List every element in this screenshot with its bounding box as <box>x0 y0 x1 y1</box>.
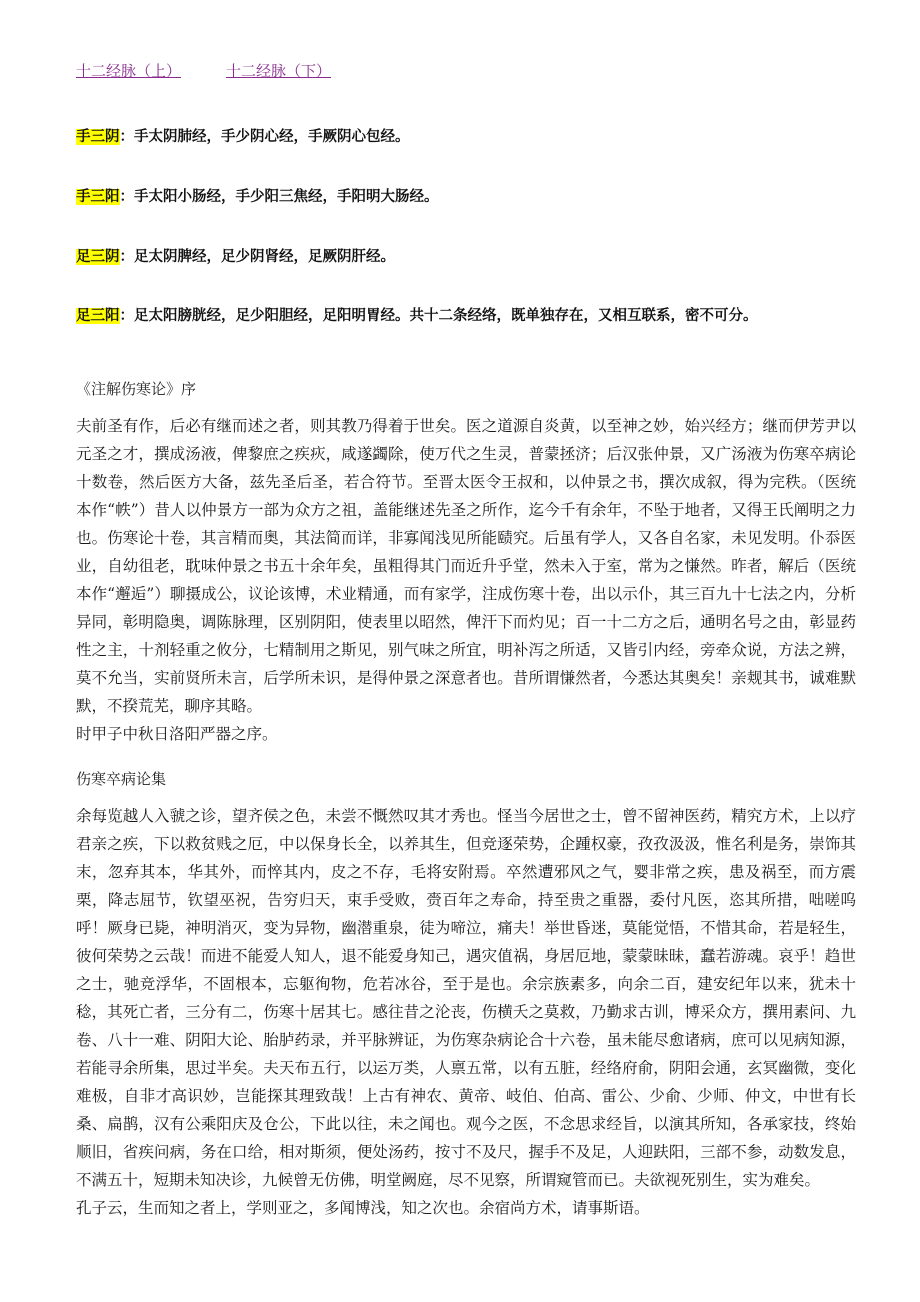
preface-paragraph: 夫前圣有作，后必有继而述之者，则其教乃得着于世矣。医之道源自炎黄，以至神之妙，始兴经方；继而伊芳尹以元圣之才，撰成汤液，俾黎庶之疾疢，咸遂蠲除，使万代之生灵，普蒙拯济；后汉张仲景，又广汤液为伤寒卒病论十数卷，然后医方大备，兹先圣后圣，若合符节。至晋太医令王叔和，以仲景之书，撰次成叙，得为完秩。（医统本作“帙”）昔人以仲景方一部为众方之祖，盖能继述先圣之所作，迄今千有余年，不坠于地者，又得王氏阐明之力也。伤寒论十卷，其言精而奥，其法简而详，非寡闻浅见所能赜究。后虽有学人，又各自名家，未见发明。仆忝医业，自幼徂老，耽味仲景之书五十余年矣，虽粗得其门而近升乎堂，然未入于室，常为之慊然。昨者，解后（医统本作“邂逅”）聊摄成公，议论该博，术业精通，而有家学，注成伤寒十卷，出以示仆，其三百九十七法之内，分析异同，彰明隐奥，调陈脉理，区别阴阳，使表里以昭然，俾汗下而灼见；百一十二方之后，通明名号之由，彰显药性之主，十剂轻重之攸分，七精制用之斯见，别气味之所宜，明补泻之所适，又皆引内经，旁牵众说，方法之辨，莫不允当，实前贤所未言，后学所未识，是得仲景之深意者也。昔所谓慊然者，今悉达其奥矣！亲觌其书，诚难默默，不揆荒芜，聊序其略。 <box>76 417 856 715</box>
collection-body <box>76 802 856 1222</box>
meridian-line-foot-three-yang <box>76 304 758 325</box>
section-title-preface: 《注解伤寒论》序 <box>76 380 197 398</box>
collection-paragraph: 余每览越人入虢之诊，望齐侯之色，未尝不慨然叹其才秀也。怪当今居世之士，曾不留神医药，精究方术，上以疗君亲之疾，下以救贫贱之厄，中以保身长全，以养其生，但竞逐荣势，企踵权豪，孜孜汲汲，惟名利是务，崇饰其末，忽弃其本，华其外，而悴其内，皮之不存，毛将安附焉。卒然遭邪风之气，婴非常之疾，患及祸至，而方震栗，降志屈节，钦望巫祝，告穷归天，束手受败，赍百年之寿命，持至贵之重器，委付凡医，恣其所措，咄嗟呜呼！厥身已毙，神明消灭，变为异物，幽潜重泉，徒为啼泣，痛夫！举世昏迷，莫能觉悟，不惜其命，若是轻生，彼何荣势之云哉！而进不能爱人知人，退不能爱身知己，遇灾值祸，身居厄地，蒙蒙昧昧，蠢若游魂。哀乎！趋世之士，驰竞浮华，不固根本，忘躯徇物，危若冰谷，至于是也。余宗族素多，向余二百，建安纪年以来，犹未十稔，其死亡者，三分有二，伤寒十居其七。感往昔之沦丧，伤横夭之莫救，乃勤求古训，博采众方，撰用素问、九卷、八十一难、阴阳大论、胎胪药录，并平脉辨证，为伤寒杂病论合十六卷，虽未能尽愈诸病，庶可以见病知源，若能寻余所集，思过半矣。夫天布五行，以运万类，人禀五常，以有五脏，经络府俞，阴阳会通，玄冥幽微，变化难极，自非才高识妙，岂能探其理致哉！上古有神农、黄帝、岐伯、伯高、雷公、少俞、少师、仲文，中世有长桑、扁鹊，汉有公乘阳庆及仓公，下此以往，未之闻也。观今之医，不念思求经旨，以演其所知，各承家技，终始顺旧，省疾问病，务在口给，相对斯须，便处汤药，按寸不及尺，握手不及足，人迎趺阳，三部不参，动数发息，不满五十，短期未知决诊，九候曾无仿佛，明堂阙庭，尽不见察，所谓窥管而已。夫欲视死别生，实为难矣。 <box>76 807 856 1189</box>
meridian-text: ：手太阳小肠经，手少阳三焦经，手阳明大肠经。 <box>119 189 439 205</box>
meridian-line-hand-three-yin <box>76 125 410 146</box>
meridian-line-foot-three-yin <box>76 245 395 266</box>
meridian-text: ：足太阳膀胱经，足少阳胆经，足阳明胃经。共十二条经络，既单独存在，又相互联系，密不可分。 <box>119 308 758 324</box>
highlight-label: 足三阴 <box>76 249 120 265</box>
link-meridians-part2[interactable]: 十二经脉（下） <box>226 62 332 80</box>
preface-body <box>76 412 856 748</box>
link-meridians-part1[interactable]: 十二经脉（上） <box>76 62 182 80</box>
highlight-label: 足三阳 <box>76 308 120 324</box>
meridian-text: ：足太阴脾经，足少阴肾经，足厥阴肝经。 <box>119 249 395 265</box>
preface-signature: 时甲子中秋日洛阳严器之序。 <box>76 725 278 743</box>
meridian-line-hand-three-yang <box>76 185 439 206</box>
collection-closing: 孔子云，生而知之者上，学则亚之，多闻博浅，知之次也。余宿尚方术，请事斯语。 <box>76 1199 650 1217</box>
section-title-collection: 伤寒卒病论集 <box>76 770 167 788</box>
highlight-label: 手三阳 <box>76 189 120 205</box>
meridian-text: ：手太阴肺经，手少阴心经，手厥阴心包经。 <box>119 129 410 145</box>
highlight-label: 手三阴 <box>76 129 120 145</box>
